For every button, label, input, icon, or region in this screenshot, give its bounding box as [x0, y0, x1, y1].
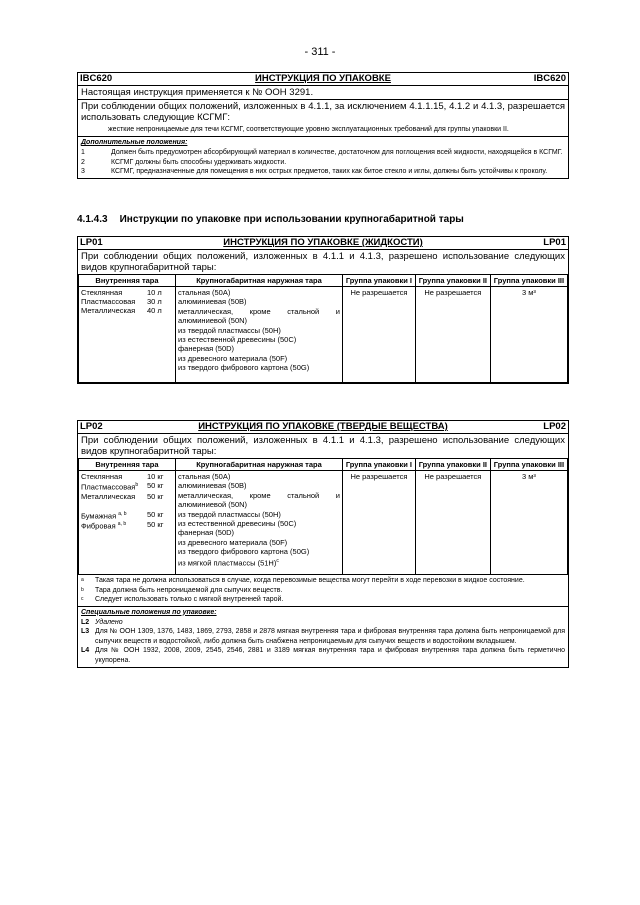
special-text: Для № ООН 1309, 1376, 1483, 1869, 2793, 2858 и 2878 мягкая внутренняя тара и фибровая внутренняя тара должна быть непроницаемой для сыпучих веществ и водостойкой, либо должна быть снабжена непроницаемым для сыпучих веществ и водостойким вкладышем. — [95, 628, 565, 645]
lp01-title: ИНСТРУКЦИЯ ПО УПАКОВКЕ (ЖИДКОСТИ) — [223, 237, 423, 248]
special-text: Удалено — [95, 618, 123, 626]
inner-name — [81, 520, 147, 531]
col-group-3: Группа упаковки III — [490, 275, 567, 287]
lp01-table — [78, 274, 568, 383]
ibc620-code-left: IBC620 — [80, 73, 113, 84]
spacer — [81, 501, 147, 510]
group-2-cell: Не разрешается — [415, 471, 490, 575]
lp01-box — [77, 236, 569, 384]
lp02-special — [78, 607, 568, 668]
inner-name-text: Металлическая — [81, 491, 136, 501]
lp02-general: При соблюдении общих положений, изложенных в 4.1.1 и 4.1.3, разрешено использование следующих видов крупногабаритной тары: — [81, 435, 565, 457]
outer-item: алюминиевой (50N) — [178, 500, 248, 510]
footnote-text: Тара должна быть непроницаемой для сыпучих веществ. — [95, 586, 283, 594]
outer-item: фанерная (50D) — [178, 528, 235, 538]
outer-item: фанерная (50D) — [178, 344, 235, 354]
inner-qty: 50 кг — [147, 520, 164, 529]
inner-qty: 50 кг — [147, 491, 164, 501]
outer-item: из древесного материала (50F) — [178, 353, 288, 363]
section-heading — [77, 214, 476, 225]
col-inner: Внутренняя тара — [79, 459, 176, 471]
ibc620-additional — [78, 137, 568, 178]
outer-item: металлическая, кроме стальной и — [178, 306, 340, 316]
outer-item: из естественной древесины (50C) — [178, 519, 297, 529]
footnote-mark: a — [81, 577, 84, 583]
ibc620-additional-title: Дополнительные положения: — [81, 139, 188, 146]
spacer — [147, 501, 173, 510]
col-group-1: Группа упаковки I — [343, 459, 416, 471]
ibc620-applies: Настоящая инструкция применяется к № ООН 3291. — [78, 86, 568, 100]
outer-item: алюминиевая (50B) — [178, 297, 247, 307]
ibc620-box — [77, 72, 569, 179]
group-2-cell: Не разрешается — [415, 287, 490, 383]
section-title: Инструкции по упаковке при использовании крупногабаритной тары — [119, 214, 464, 225]
section-number: 4.1.4.3 — [77, 214, 108, 225]
list-item-number: 2 — [81, 158, 85, 166]
special-code: L2 — [81, 618, 90, 626]
footnote-mark: a, b — [118, 510, 127, 517]
lp02-special-title: Специальные положения по упаковке: — [81, 608, 217, 616]
inner-qty: 10 кг — [147, 472, 164, 481]
list-item-number: 1 — [81, 149, 85, 156]
footnote-mark: b — [81, 586, 84, 593]
lp01-general: При соблюдении общих положений, изложенных в 4.1.1 и 4.1.3, разрешено использование следующих видов крупногабаритной тары: — [81, 251, 565, 273]
special-text: Для № ООН 1932, 2008, 2009, 2545, 2546, 2881 и 3189 мягкая внутренняя тара и фибровая внутренняя тара должна быть герметично укупорена. — [95, 647, 565, 664]
outer-item: из твердой пластмассы (50H) — [178, 325, 281, 335]
ibc620-code-right: IBC620 — [533, 73, 566, 84]
outer-item: алюминиевой (50N) — [178, 316, 248, 326]
inner-name — [81, 492, 147, 501]
inner-qty: 50 кг — [147, 481, 164, 490]
outer-item: стальная (50A) — [178, 288, 231, 297]
footnote-text: Такая тара не должна использоваться в случае, когда перевозимые вещества могут перейти в ходе перевозки в жидкое состояние. — [95, 577, 525, 584]
col-inner: Внутренняя тара — [79, 275, 176, 287]
inner-cell — [79, 287, 176, 383]
lp02-special-list — [81, 618, 565, 666]
special-code: L3 — [81, 628, 90, 635]
col-group-3: Группа упаковки III — [490, 459, 567, 471]
inner-name: Пластмассовая — [81, 297, 136, 306]
lp02-code-right: LP02 — [543, 421, 566, 432]
inner-name — [81, 481, 147, 492]
col-outer: Крупногабаритная наружная тара — [176, 275, 343, 287]
lp01-code-left: LP01 — [80, 237, 103, 248]
col-group-1: Группа упаковки I — [343, 275, 416, 287]
outer-item-text: из мягкой пластмассы (51H) — [178, 558, 277, 568]
list-item-text: Должен быть предусмотрен абсорбирующий материал в количестве, достаточном для поглощения всей жидкости, находящейся в КСГМГ. — [111, 149, 563, 156]
footnote-text: Следует использовать только с мягкой внутренней тарой. — [95, 596, 284, 603]
inner-qty: 10 л — [147, 288, 162, 297]
ibc620-rigid: жесткие непроницаемые для течи КСГМГ, соответствующие уровню эксплуатационных требований для группы упаковки II. — [78, 124, 568, 137]
footnote-mark: c — [81, 596, 84, 602]
outer-cell — [176, 471, 343, 575]
lp02-title: ИНСТРУКЦИЯ ПО УПАКОВКЕ (ТВЕРДЫЕ ВЕЩЕСТВА) — [198, 421, 448, 432]
inner-cell — [79, 471, 176, 575]
group-3-cell: 3 м³ — [490, 287, 567, 383]
lp01-header — [78, 237, 568, 250]
inner-name-text: Стеклянная — [81, 472, 123, 481]
col-outer: Крупногабаритная наружная тара — [176, 459, 343, 471]
inner-qty: 40 л — [147, 306, 162, 315]
list-item-number: 3 — [81, 168, 85, 175]
inner-name — [81, 510, 147, 521]
outer-item: стальная (50A) — [178, 472, 231, 481]
inner-name: Металлическая — [81, 306, 136, 315]
page-number: - 311 - — [304, 46, 336, 58]
group-3-cell: 3 м³ — [490, 471, 567, 575]
special-code: L4 — [81, 647, 90, 654]
footnote-mark: a, b — [117, 521, 127, 527]
outer-item: алюминиевая (50B) — [178, 481, 247, 491]
lp02-table — [78, 458, 568, 575]
ibc620-additional-list — [81, 148, 565, 177]
ibc620-general: При соблюдении общих положений, изложенных в 4.1.1, за исключением 4.1.1.15, 4.1.2 и 4.1.3, разрешается использовать следующие КСГМГ: — [81, 101, 565, 123]
inner-name — [81, 472, 147, 481]
inner-name-text: Пластмассовая — [81, 482, 136, 492]
outer-item: из естественной древесины (50C) — [178, 335, 297, 345]
lp02-footnotes — [78, 575, 568, 607]
footnote-mark: c — [276, 557, 279, 564]
footnote-mark: b — [135, 482, 139, 488]
col-group-2: Группа упаковки II — [415, 459, 490, 471]
outer-item — [178, 557, 340, 568]
ibc620-title: ИНСТРУКЦИЯ ПО УПАКОВКЕ — [255, 73, 391, 84]
lp02-header — [78, 421, 568, 434]
inner-qty: 50 кг — [147, 509, 164, 519]
inner-qty: 30 л — [147, 297, 162, 306]
col-group-2: Группа упаковки II — [415, 275, 490, 287]
outer-item: из твердого фибрового картона (50G) — [178, 363, 310, 373]
inner-name: Стеклянная — [81, 288, 123, 297]
inner-name-text: Фибровая — [81, 521, 116, 531]
lp02-box — [77, 420, 569, 668]
inner-name-text: Бумажная — [81, 511, 117, 520]
list-item-text: КСГМГ, предназначенные для помещения в них острых предметов, таких как битое стекло и иглы, должны быть устойчивы к проколу. — [111, 168, 548, 175]
lp02-code-left: LP02 — [80, 421, 103, 432]
lp01-code-right: LP01 — [543, 237, 566, 248]
list-item-text: КСГМГ должны быть способны удерживать жидкости. — [111, 158, 287, 166]
outer-cell — [176, 287, 343, 383]
outer-item: из твердой пластмассы (50H) — [178, 509, 281, 519]
outer-item: металлическая, кроме стальной и — [178, 490, 340, 500]
ibc620-header — [78, 73, 568, 86]
outer-item: из древесного материала (50F) — [178, 537, 288, 547]
outer-item: из твердого фибрового картона (50G) — [178, 547, 310, 557]
group-1-cell: Не разрешается — [343, 287, 416, 383]
group-1-cell: Не разрешается — [343, 471, 416, 575]
